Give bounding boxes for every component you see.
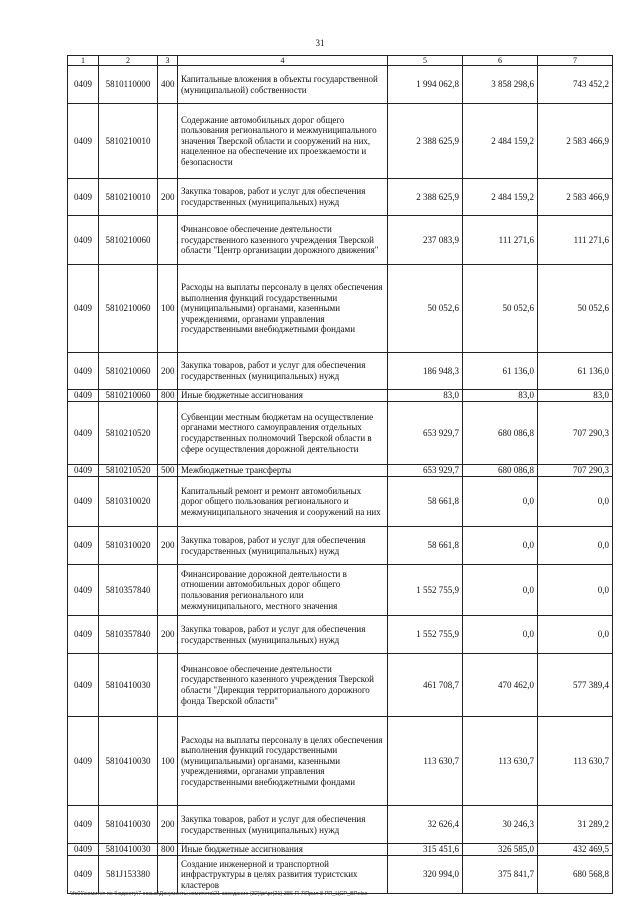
amount-col6: 111 271,6 [463, 216, 538, 265]
amount-col6: 326 585,0 [463, 844, 538, 856]
amount-col7: 61 136,0 [538, 353, 613, 390]
amount-col6: 3 858 298,6 [463, 66, 538, 104]
item-name: Капитальный ремонт и ремонт автомобильных дорог общего пользования регионального и межмуниципального значения и сооружений на них [178, 477, 388, 527]
section-code: 0409 [68, 390, 99, 402]
amount-col7: 2 583 466,9 [538, 104, 613, 179]
amount-col6: 2 484 159,2 [463, 179, 538, 216]
target-article-code: 5810210060 [99, 216, 158, 265]
target-article-code: 5810210520 [99, 465, 158, 477]
expense-type-code: 200 [158, 527, 178, 565]
budget-table [67, 55, 613, 894]
amount-col7: 31 289,2 [538, 806, 613, 844]
expense-type-code: 200 [158, 806, 178, 844]
column-number-row [68, 56, 613, 66]
file-path-footer: \\fs01\комитет по бюджету\7 созыв\Документы комитета\21 заседание (32)\pr\pr(21) 386-П-7\Прил 8 РП_ЦСР_ВР.xlsx [70, 891, 368, 897]
amount-col7: 2 583 466,9 [538, 179, 613, 216]
table-row [68, 66, 613, 104]
expense-type-code: 400 [158, 66, 178, 104]
amount-col5: 1 994 062,8 [388, 66, 463, 104]
amount-col6: 30 246,3 [463, 806, 538, 844]
section-code: 0409 [68, 104, 99, 179]
amount-col7: 0,0 [538, 527, 613, 565]
item-name: Субвенции местным бюджетам на осуществление органами местного самоуправления отдельных государственных полномочий Тверской области в сфере осуществления дорожной деятельности [178, 402, 388, 465]
amount-col7: 707 290,3 [538, 402, 613, 465]
expense-type-code: 100 [158, 265, 178, 353]
table-row [68, 265, 613, 353]
page-number: 31 [315, 38, 325, 48]
section-code: 0409 [68, 179, 99, 216]
amount-col5: 58 661,8 [388, 477, 463, 527]
section-code: 0409 [68, 565, 99, 616]
table-row [68, 465, 613, 477]
section-code: 0409 [68, 216, 99, 265]
amount-col5: 113 630,7 [388, 717, 463, 806]
amount-col5: 1 552 755,9 [388, 616, 463, 654]
amount-col5: 461 708,7 [388, 654, 463, 717]
table-row [68, 717, 613, 806]
amount-col6: 680 086,8 [463, 402, 538, 465]
table-row [68, 477, 613, 527]
amount-col5: 2 388 625,9 [388, 179, 463, 216]
item-name: Межбюджетные трансферты [178, 465, 388, 477]
table-row [68, 216, 613, 265]
amount-col7: 707 290,3 [538, 465, 613, 477]
section-code: 0409 [68, 465, 99, 477]
amount-col6: 50 052,6 [463, 265, 538, 353]
amount-col6: 0,0 [463, 565, 538, 616]
amount-col7: 0,0 [538, 565, 613, 616]
amount-col7: 111 271,6 [538, 216, 613, 265]
item-name: Закупка товаров, работ и услуг для обеспечения государственных (муниципальных) нужд [178, 616, 388, 654]
item-name: Иные бюджетные ассигнования [178, 844, 388, 856]
section-code: 0409 [68, 353, 99, 390]
item-name: Капитальные вложения в объекты государственной (муниципальной) собственности [178, 66, 388, 104]
section-code: 0409 [68, 66, 99, 104]
item-name: Финансовое обеспечение деятельности государственного казенного учреждения Тверской области "Центр организации дорожного движения" [178, 216, 388, 265]
target-article-code: 5810210010 [99, 104, 158, 179]
amount-col6: 61 136,0 [463, 353, 538, 390]
section-code: 0409 [68, 844, 99, 856]
amount-col5: 315 451,6 [388, 844, 463, 856]
expense-type-code: 200 [158, 616, 178, 654]
amount-col5: 32 626,4 [388, 806, 463, 844]
item-name: Закупка товаров, работ и услуг для обеспечения государственных (муниципальных) нужд [178, 353, 388, 390]
amount-col7: 0,0 [538, 477, 613, 527]
target-article-code: 5810357840 [99, 565, 158, 616]
table-row [68, 353, 613, 390]
item-name: Расходы на выплаты персоналу в целях обеспечения выполнения функций государственными (муниципальными) органами, казенными учреждениями, органами управления государственными внебюджетными фондами [178, 265, 388, 353]
section-code: 0409 [68, 527, 99, 565]
item-name: Закупка товаров, работ и услуг для обеспечения государственных (муниципальных) нужд [178, 806, 388, 844]
amount-col5: 653 929,7 [388, 402, 463, 465]
target-article-code: 5810410030 [99, 654, 158, 717]
item-name: Финансовое обеспечение деятельности государственного казенного учреждения Тверской области "Дирекция территориального дорожного фонда Тверской области" [178, 654, 388, 717]
column-number: 3 [158, 56, 178, 66]
target-article-code: 5810210060 [99, 390, 158, 402]
table-row [68, 856, 613, 894]
amount-col6: 0,0 [463, 616, 538, 654]
amount-col7: 743 452,2 [538, 66, 613, 104]
target-article-code: 5810410030 [99, 844, 158, 856]
target-article-code: 581J153380 [99, 856, 158, 894]
amount-col5: 83,0 [388, 390, 463, 402]
expense-type-code: 200 [158, 179, 178, 216]
amount-col5: 1 552 755,9 [388, 565, 463, 616]
expense-type-code: 100 [158, 717, 178, 806]
amount-col5: 320 994,0 [388, 856, 463, 894]
target-article-code: 5810310020 [99, 477, 158, 527]
expense-type-code: 800 [158, 844, 178, 856]
table-row [68, 402, 613, 465]
section-code: 0409 [68, 717, 99, 806]
target-article-code: 5810210060 [99, 265, 158, 353]
target-article-code: 5810210520 [99, 402, 158, 465]
amount-col6: 113 630,7 [463, 717, 538, 806]
item-name: Закупка товаров, работ и услуг для обеспечения государственных (муниципальных) нужд [178, 527, 388, 565]
amount-col6: 0,0 [463, 527, 538, 565]
amount-col5: 50 052,6 [388, 265, 463, 353]
target-article-code: 5810110000 [99, 66, 158, 104]
section-code: 0409 [68, 806, 99, 844]
expense-type-code [158, 477, 178, 527]
section-code: 0409 [68, 265, 99, 353]
expense-type-code [158, 856, 178, 894]
target-article-code: 5810310020 [99, 527, 158, 565]
amount-col6: 680 086,8 [463, 465, 538, 477]
item-name: Иные бюджетные ассигнования [178, 390, 388, 402]
table-row [68, 806, 613, 844]
table-row [68, 179, 613, 216]
item-name: Создание инженерной и транспортной инфраструктуры в целях развития туристских кластеров [178, 856, 388, 894]
amount-col5: 58 661,8 [388, 527, 463, 565]
table-row [68, 844, 613, 856]
column-number: 4 [178, 56, 388, 66]
table-row [68, 616, 613, 654]
section-code: 0409 [68, 477, 99, 527]
column-number: 6 [463, 56, 538, 66]
amount-col5: 2 388 625,9 [388, 104, 463, 179]
amount-col7: 680 568,8 [538, 856, 613, 894]
target-article-code: 5810210010 [99, 179, 158, 216]
expense-type-code: 200 [158, 353, 178, 390]
target-article-code: 5810210060 [99, 353, 158, 390]
table-row [68, 390, 613, 402]
section-code: 0409 [68, 402, 99, 465]
item-name: Закупка товаров, работ и услуг для обеспечения государственных (муниципальных) нужд [178, 179, 388, 216]
amount-col6: 375 841,7 [463, 856, 538, 894]
amount-col6: 0,0 [463, 477, 538, 527]
expense-type-code [158, 104, 178, 179]
section-code: 0409 [68, 654, 99, 717]
expense-type-code [158, 565, 178, 616]
item-name: Расходы на выплаты персоналу в целях обеспечения выполнения функций государственными (муниципальными) органами, казенными учреждениями, органами управления государственными внебюджетными фондами [178, 717, 388, 806]
amount-col7: 50 052,6 [538, 265, 613, 353]
table-row [68, 654, 613, 717]
target-article-code: 5810410030 [99, 806, 158, 844]
item-name: Финансирование дорожной деятельности в отношении автомобильных дорог общего пользования регионального или межмуниципального, местного значения [178, 565, 388, 616]
column-number: 2 [99, 56, 158, 66]
column-number: 7 [538, 56, 613, 66]
amount-col7: 0,0 [538, 616, 613, 654]
target-article-code: 5810357840 [99, 616, 158, 654]
amount-col7: 83,0 [538, 390, 613, 402]
amount-col5: 653 929,7 [388, 465, 463, 477]
column-number: 1 [68, 56, 99, 66]
expense-type-code [158, 654, 178, 717]
table-row [68, 527, 613, 565]
expense-type-code [158, 402, 178, 465]
expense-type-code [158, 216, 178, 265]
expense-type-code: 800 [158, 390, 178, 402]
amount-col6: 470 462,0 [463, 654, 538, 717]
amount-col7: 577 389,4 [538, 654, 613, 717]
amount-col5: 186 948,3 [388, 353, 463, 390]
target-article-code: 5810410030 [99, 717, 158, 806]
amount-col6: 2 484 159,2 [463, 104, 538, 179]
expense-type-code: 500 [158, 465, 178, 477]
table-row [68, 565, 613, 616]
amount-col7: 113 630,7 [538, 717, 613, 806]
amount-col7: 432 469,5 [538, 844, 613, 856]
amount-col6: 83,0 [463, 390, 538, 402]
item-name: Содержание автомобильных дорог общего пользования регионального и межмуниципального значения Тверской области и сооружений на них, нацеленное на обеспечение их проезжаемости и безопасности [178, 104, 388, 179]
table-row [68, 104, 613, 179]
column-number: 5 [388, 56, 463, 66]
section-code: 0409 [68, 616, 99, 654]
section-code: 0409 [68, 856, 99, 894]
amount-col5: 237 083,9 [388, 216, 463, 265]
